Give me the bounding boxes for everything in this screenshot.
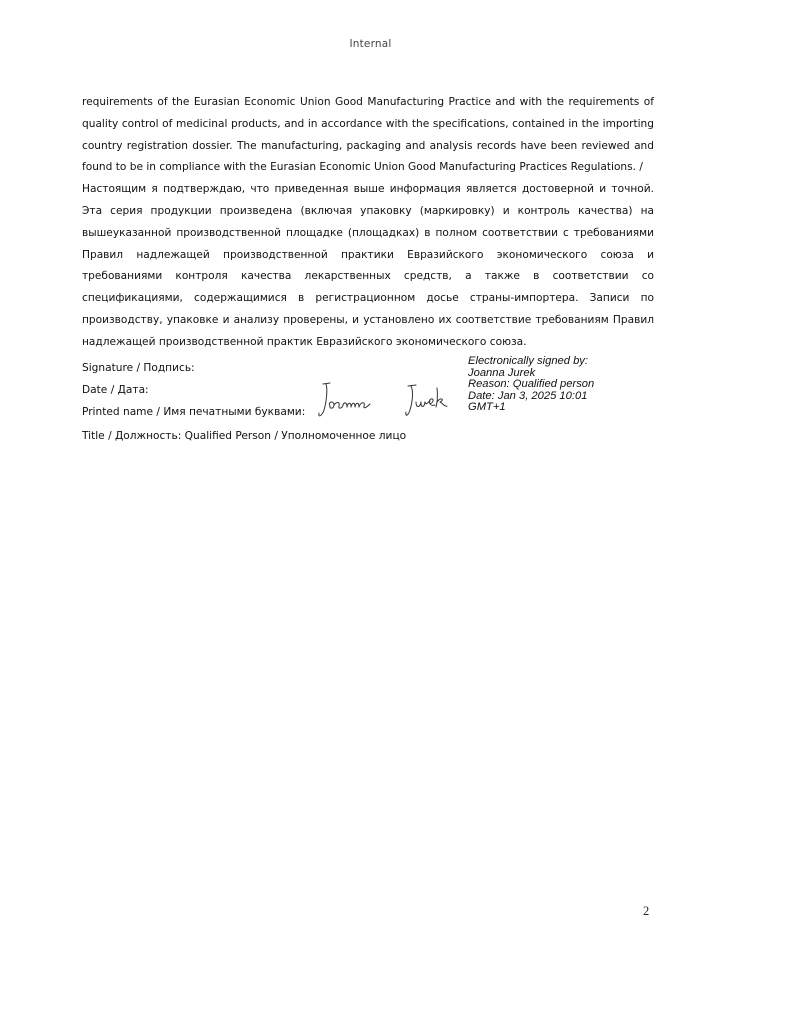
esign-date: Date: Jan 3, 2025 10:01 (468, 389, 588, 402)
electronic-signature-stamp (468, 356, 594, 414)
signature-label: Signature / Подпись: (82, 362, 195, 374)
russian-paragraph: Настоящим я подтверждаю, что приведенная выше информация является достоверной и точной. Эта серия продукции произведена (включая упаковку (маркировку) и контроль качества) на вышеуказанной производственной площадке (площадках) в полном соответствии с требованиями Правил надлежащей производственной практики Евразийского экономического союза и требованиями контроля качества лекарственных средств, а также в соответствии со спецификациями, содержащимися в регистрационном досье страны-импортера. Записи по производству, упаковке и анализу проверены, и установлено их соответствие требованиям Правил надлежащей производственной практик Евразийского экономического союза. (82, 183, 654, 348)
date-label: Date / Дата: (82, 384, 149, 396)
esign-line-1: Electronically signed by: (468, 355, 589, 367)
body-text (82, 92, 654, 354)
english-paragraph: requirements of the Eurasian Economic Union Good Manufacturing Practice and with the requirements of quality control of medicinal products, and in accordance with the specifications, contained in the importing country registration dossier. The manufacturing, packaging and analysis records have been reviewed and found to be in compliance with the Eurasian Economic Union Good Manufacturing Practices Regulations. / (82, 96, 654, 174)
printed-name-label: Printed name / Имя печатными буквами: (82, 406, 306, 418)
classification-label: Internal (349, 38, 392, 50)
page-number: 2 (643, 904, 650, 918)
esign-signer-name: Joanna Jurek (468, 366, 536, 379)
handwritten-signature-image (316, 380, 466, 426)
esign-reason: Reason: Qualified person (468, 378, 595, 391)
title-line: Title / Должность: Qualified Person / Уполномоченное лицо (82, 430, 407, 442)
esign-timezone: GMT+1 (468, 401, 506, 414)
